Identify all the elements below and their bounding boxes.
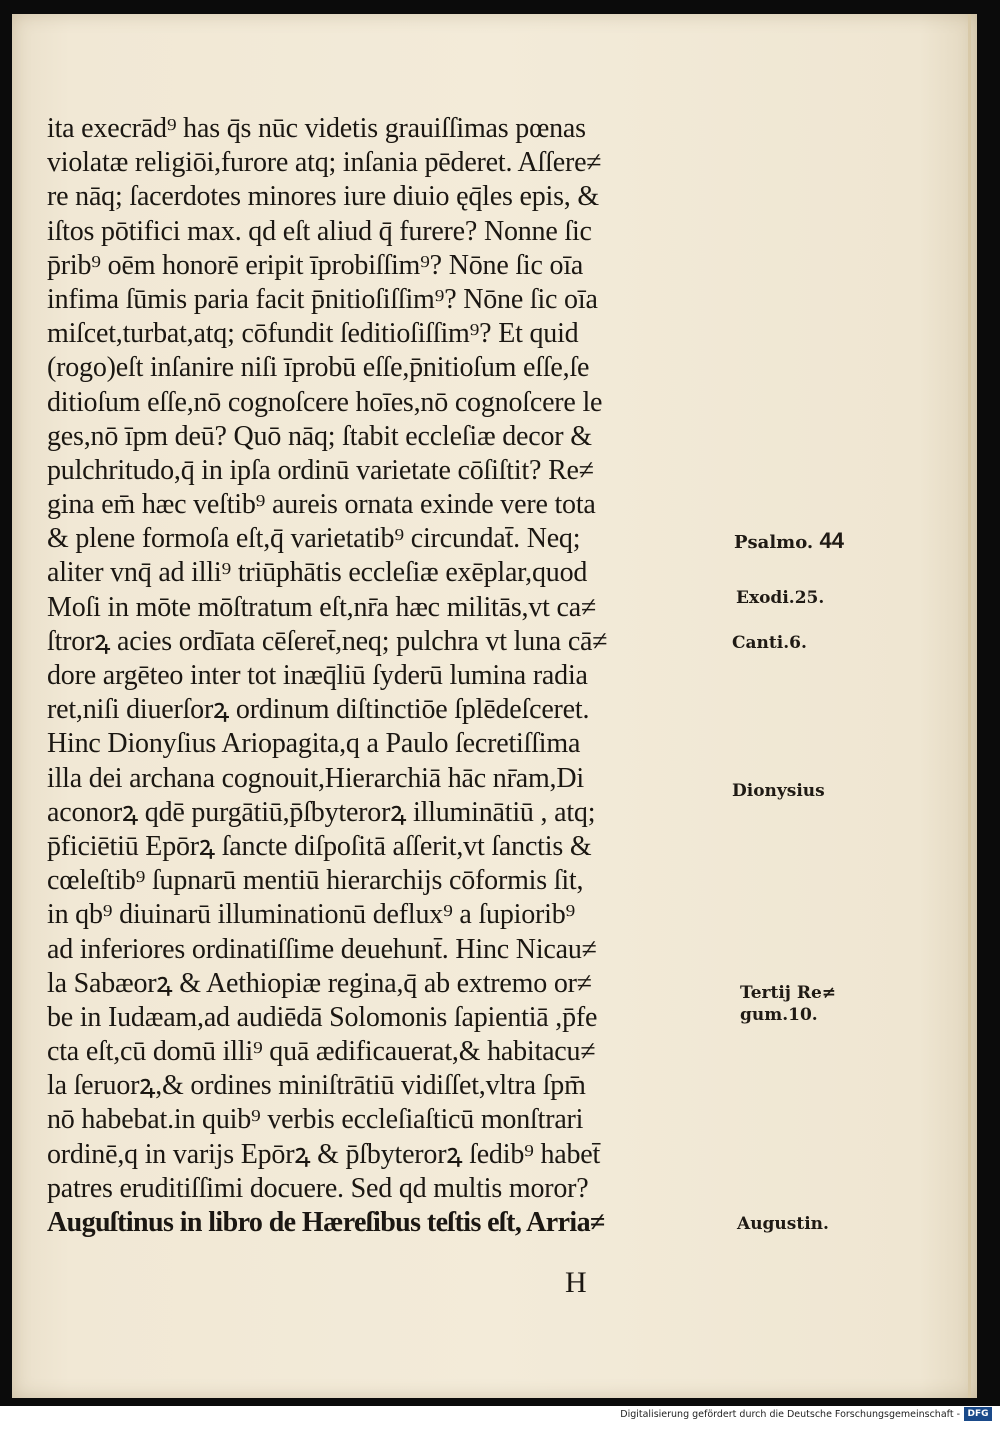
marginal-note-psalmo <box>734 530 844 554</box>
text-line: be in Iudæam,ad audiēdā Solomonis ſapientiā ,p̄fe <box>47 1001 598 1033</box>
marginal-note-exodi: Exodi.25. <box>736 588 825 608</box>
text-line: ges,nō īpm deū? Quō nāq; ſtabit eccleſiæ decor & <box>47 420 592 452</box>
marginal-note-augustin: Augustin. <box>737 1214 829 1234</box>
marginal-note-tertij-line1: Tertij Re≠ <box>740 983 837 1003</box>
text-line: ita execrād⁹ has q̄s nūc videtis grauiſſimas pœnas <box>47 113 586 144</box>
text-line: Moſi in mōte mōſtratum eſt,nr̄a hæc militās,vt ca≠ <box>47 591 597 623</box>
marginal-note-canti: Canti.6. <box>732 633 807 653</box>
text-line: cœleſtib⁹ ſupnarū mentiū hierarchijs cōformis ſit, <box>47 865 584 897</box>
text-line: aliter vnq̄ ad illi⁹ triūphātis eccleſiæ exēplar,quod <box>47 557 588 589</box>
text-line: ſtrorꝝ acies ordīata cēſeret̄,neq; pulchra vt luna cā≠ <box>47 625 608 657</box>
text-line: iſtos pōtifici max. qd eſt aliud q̄ furere? Nonne ſic <box>47 215 592 247</box>
text-line: in qb⁹ diuinarū illuminationū deflux⁹ a ſupiorib⁹ <box>47 899 576 931</box>
dfg-logo: DFG <box>964 1407 992 1421</box>
text-line: violatæ religiōi,furore atq; inſania pēderet. Aſſere≠ <box>47 147 602 179</box>
text-line: miſcet,turbat,atq; cōfundit ſeditioſiſſim⁹? Et quid <box>47 318 579 350</box>
text-line-final: Auguſtinus in libro de Hæreſibus teſtis eſt, Arria≠ <box>47 1207 605 1238</box>
text-line: la ſeruorꝝ,& ordines miniſtrātiū vidiſſet,vltra ſpm̄ <box>47 1070 586 1102</box>
text-line: gina em̄ hæc veſtib⁹ aureis ornata exinde vere tota <box>47 489 596 521</box>
text-line: ordinē,q in varijs Epōrꝝ & p̄ſbyterorꝝ ſedib⁹ habet̄ <box>47 1138 601 1170</box>
marginal-note-psalmo-number: 44 <box>819 528 844 553</box>
text-line: (rogo)eſt inſanire niſi īprobū eſſe,p̄nitioſum eſſe,ſe <box>47 352 590 384</box>
text-line: patres eruditiſſimi docuere. Sed qd multis moror? <box>47 1172 589 1204</box>
marginal-note-tertij-regum <box>740 982 836 1026</box>
text-line: pulchritudo,q̄ in ipſa ordinū varietate cōſiſtit? Re≠ <box>47 454 594 486</box>
text-line: p̄ficiētiū Epōrꝝ ſancte diſpoſitā aſſerit,vt ſanctis & <box>47 830 592 862</box>
text-line: ad inferiores ordinatiſſime deuehunt̄. Hinc Nicau≠ <box>47 933 597 965</box>
marginal-note-dionysius: Dionysius <box>732 781 825 801</box>
text-line: ret,niſi diuerſorꝝ ordinum diſtinctiōe ſplēdeſceret. <box>47 694 590 726</box>
page-edge <box>968 14 971 1398</box>
marginal-note-tertij-line2: gum.10. <box>740 1005 818 1025</box>
book-page <box>12 14 977 1398</box>
text-line: re nāq; ſacerdotes minores iure diuio ęq̄les epis, & <box>47 181 599 213</box>
text-line: illa dei archana cognouit,Hierarchiā hāc nr̄am,Di <box>47 762 584 794</box>
main-text-block <box>47 112 737 1240</box>
text-line: nō habebat.in quib⁹ verbis eccleſiaſticū monſtrari <box>47 1104 584 1136</box>
text-line: & plene formoſa eſt,q̄ varietatib⁹ circundat̄. Neq; <box>47 523 581 555</box>
text-line: dore argēteo inter tot inæq̄liū ſyderū lumina radia <box>47 660 588 691</box>
text-line: cta eſt,cū domū illi⁹ quā ædificauerat,& habitacu≠ <box>47 1036 596 1068</box>
signature-mark: H <box>565 1266 587 1299</box>
text-line: Hinc Dionyſius Ariopagita,q a Paulo ſecretiſſima <box>47 728 581 760</box>
text-line: infima ſūmis paria facit p̄nitioſiſſim⁹? Nōne ſic oīa <box>47 283 598 315</box>
digitization-credit: Digitalisierung gefördert durch die Deutsche Forschungsgemeinschaft - <box>620 1409 960 1420</box>
text-line: la Sabæorꝝ & Aethiopiæ regina,q̄ ab extremo or≠ <box>47 967 592 999</box>
text-line: p̄rib⁹ oēm honorē eripit īprobiſſim⁹? Nōne ſic oīa <box>47 249 584 281</box>
text-line: aconorꝝ qdē purgātiū,p̄ſbyterorꝝ illuminātiū , atq; <box>47 796 596 828</box>
text-line: ditioſum eſſe,nō cognoſcere hoīes,nō cognoſcere le <box>47 386 603 418</box>
marginal-note-psalmo-label: Psalmo. <box>734 532 814 553</box>
